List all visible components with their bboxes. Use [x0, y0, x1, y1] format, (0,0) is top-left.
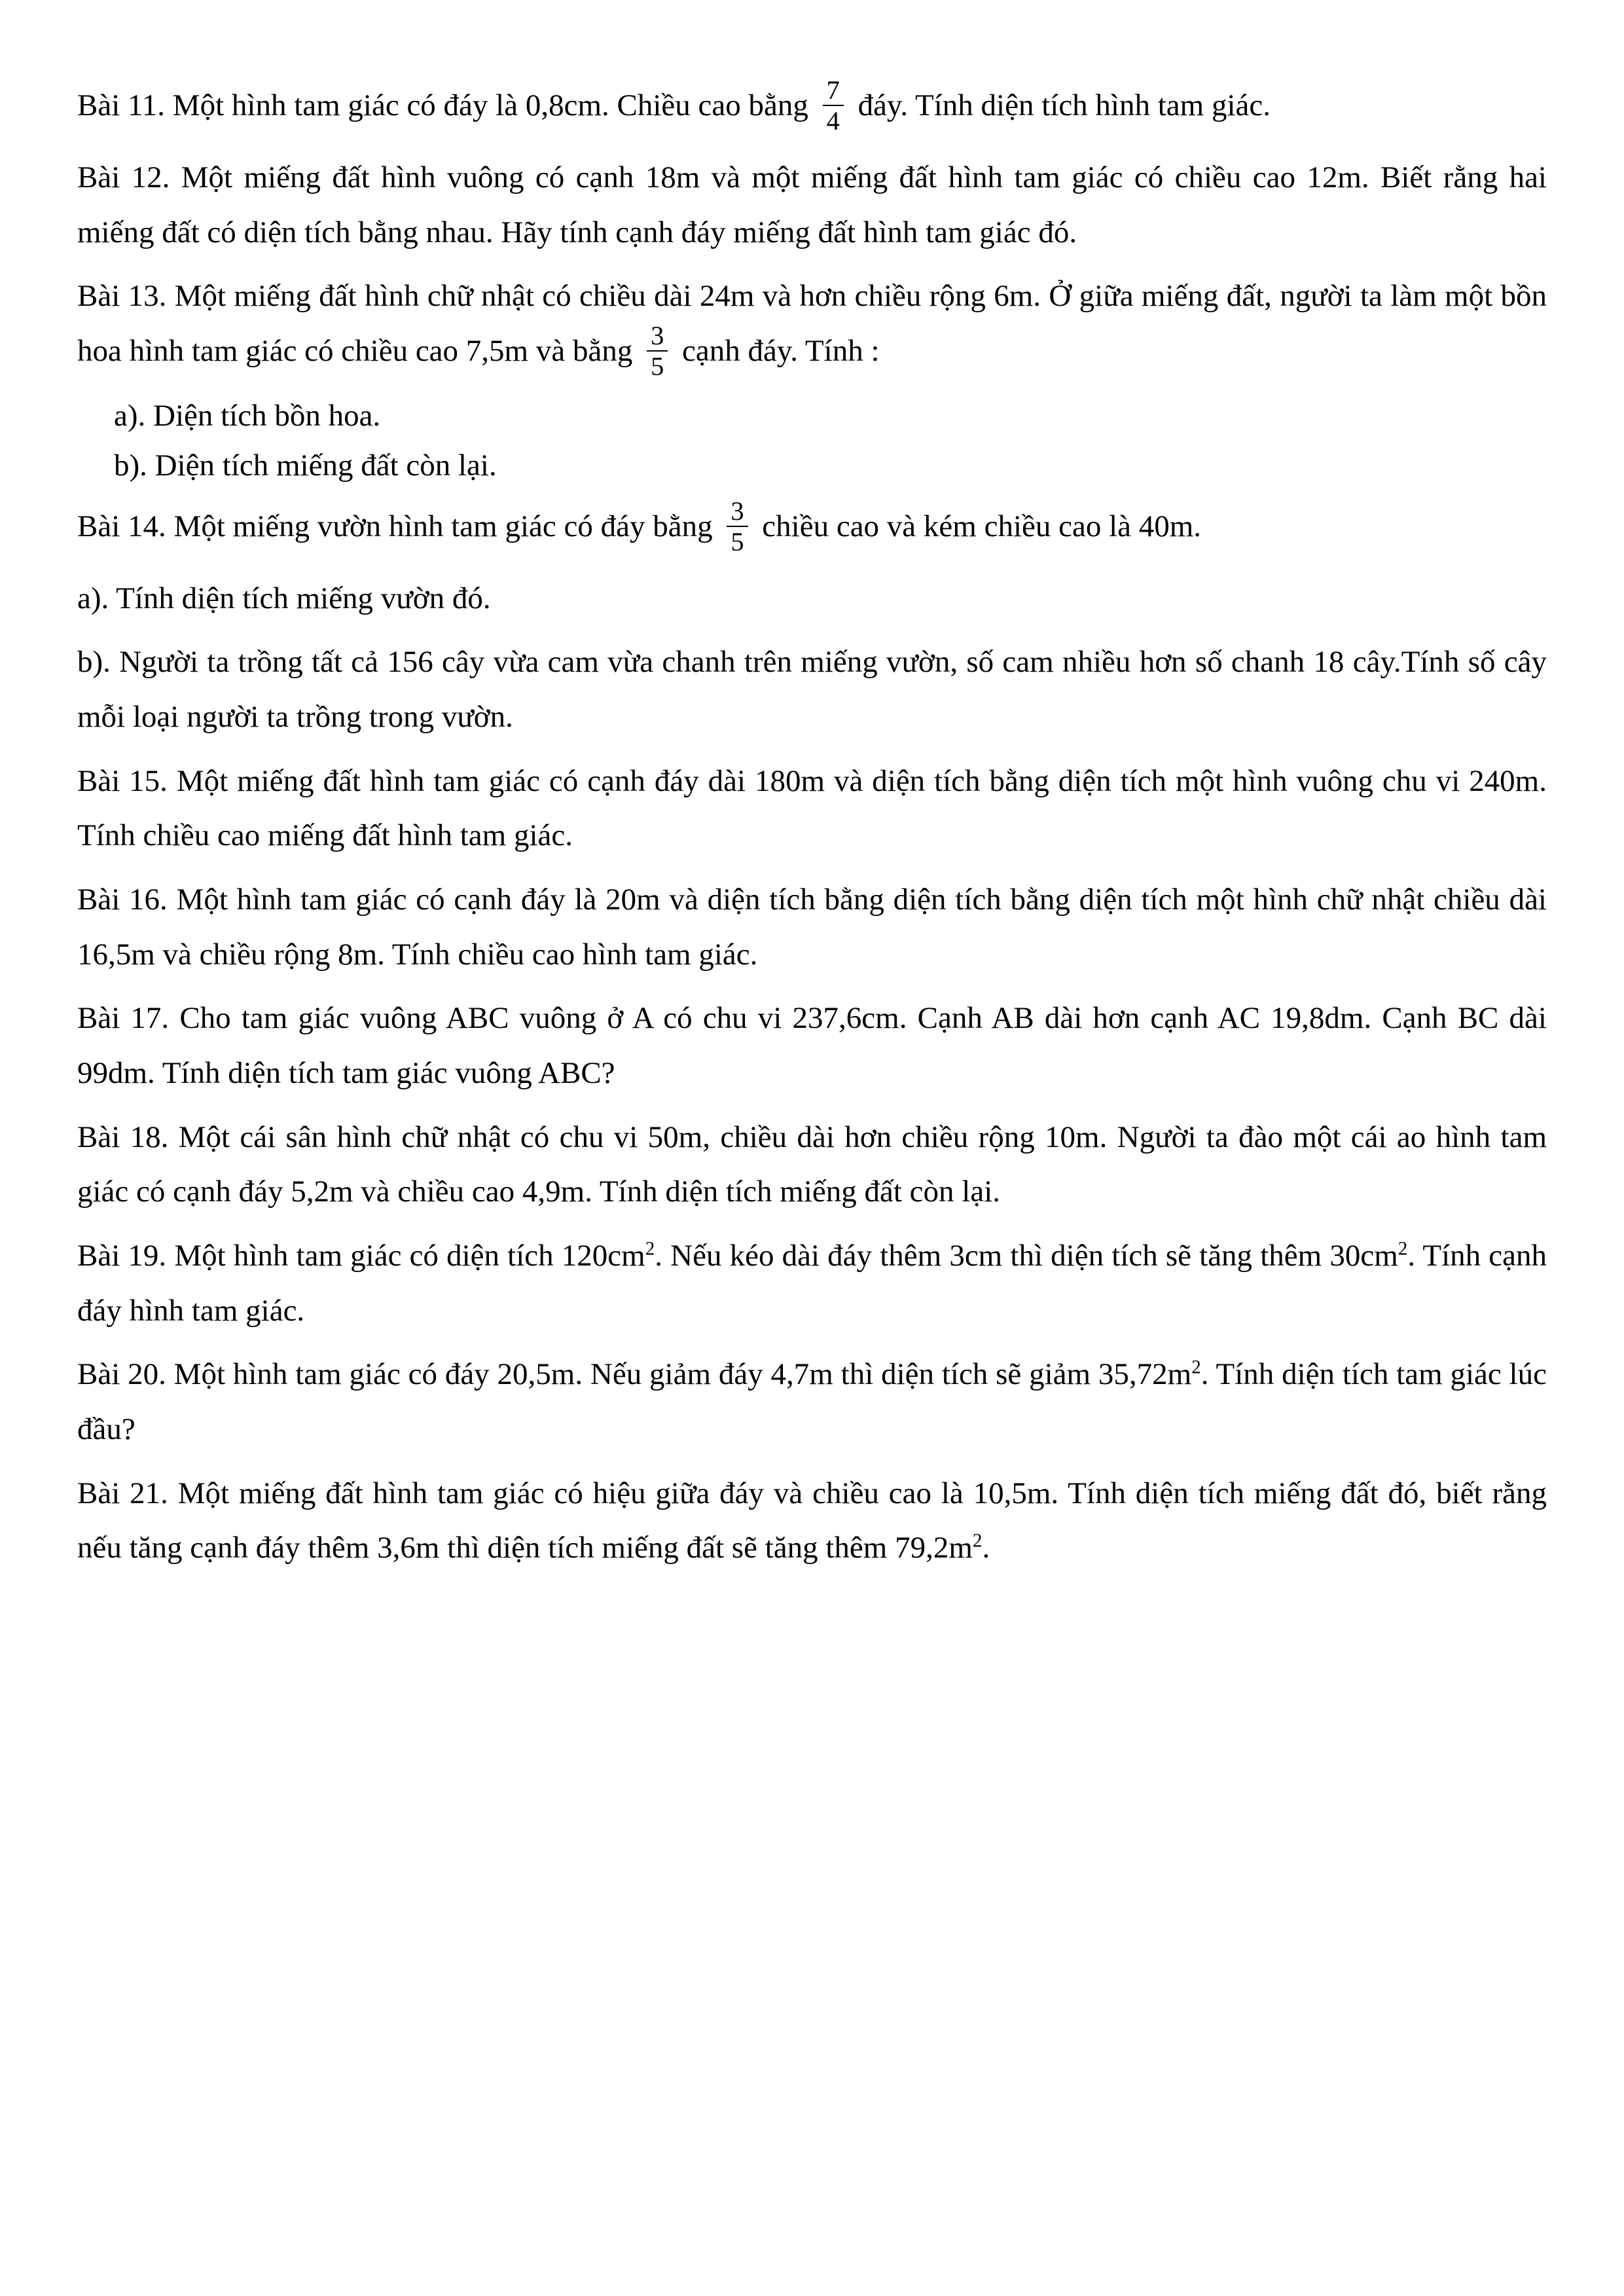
- spacer: [77, 1101, 1547, 1110]
- exercise-label: Bài 20.: [77, 1357, 166, 1392]
- exercise-text: Một miếng đất hình tam giác có cạnh đáy dài 180m và diện tích bằng diện tích một hình vuông chu vi 240m. Tính chiều cao miếng đất hình tam giác.: [77, 763, 1547, 853]
- exercise-bai-19: [77, 1229, 1547, 1338]
- exponent: 2: [645, 1238, 655, 1260]
- spacer: [77, 1338, 1547, 1347]
- fraction-denominator: 5: [647, 350, 668, 380]
- exercise-list: [77, 75, 1547, 1576]
- exponent: 2: [1398, 1238, 1408, 1260]
- fraction-numerator: 3: [731, 496, 744, 526]
- exercise-segment-2: .: [982, 1531, 990, 1565]
- exercise-text: Một hình tam giác có cạnh đáy là 20m và diện tích bằng diện tích bằng diện tích một hình chữ nhật chiều dài 16,5m và chiều rộng 8m. Tính chiều cao hình tam giác.: [77, 883, 1547, 972]
- exercise-bai-14-item-a: a). Tính diện tích miếng vườn đó.: [77, 581, 491, 615]
- exercise-text-before: Một miếng đất hình chữ nhật có chiều dài 24m và hơn chiều rộng 6m. Ở giữa miếng đất, người ta làm một bồn hoa hình tam giác có chiều cao 7,5m và bằng: [77, 279, 1547, 368]
- exercise-label: Bài 14.: [77, 509, 166, 543]
- fraction-denominator: 4: [823, 105, 844, 134]
- exercise-label: Bài 12.: [77, 160, 170, 194]
- fraction-numerator: 7: [826, 75, 840, 105]
- exercise-bai-14: [77, 496, 1547, 557]
- exercise-segment-4: . Tính cạnh đáy hình tam giác.: [77, 1239, 1547, 1328]
- exercise-text: Một miếng đất hình vuông có cạnh 18m và một miếng đất hình tam giác có chiều cao 12m. Biết rằng hai miếng đất có diện tích bằng nhau. Hãy tính cạnh đáy miếng đất hình tam giác đó.: [77, 160, 1547, 249]
- exercise-segment-0: Một miếng đất hình tam giác có hiệu giữa đáy và chiều cao là 10,5m. Tính diện tích miếng đất đó, biết rằng nếu tăng cạnh đáy thêm 3,6m thì diện tích miếng đất sẽ tăng thêm 79,2m: [77, 1476, 1547, 1565]
- exercise-bai-13-item-b: b). Diện tích miếng đất còn lại.: [114, 448, 497, 483]
- exercise-segment-0: Một hình tam giác có diện tích 120cm: [166, 1239, 645, 1273]
- fraction-3-5: [647, 320, 668, 381]
- exercise-bai-14-item-b: b). Người ta trồng tất cả 156 cây vừa cam vừa chanh trên miếng vườn, số cam nhiều hơn số chanh 18 cây.Tính số cây mỗi loại người ta trồng trong vườn.: [77, 645, 1547, 735]
- exercise-text-before: Một miếng vườn hình tam giác có đáy bằng: [166, 509, 721, 543]
- exponent: 2: [972, 1530, 983, 1552]
- exercise-bai-15: [77, 754, 1547, 864]
- exercise-bai-16: [77, 873, 1547, 982]
- spacer: [77, 982, 1547, 991]
- exercise-segment-0: Một hình tam giác có đáy 20,5m. Nếu giảm đáy 4,7m thì diện tích sẽ giảm 35,72m: [166, 1357, 1192, 1392]
- exercise-segment-2: . Nếu kéo dài đáy thêm 3cm thì diện tích sẽ tăng thêm 30cm: [655, 1239, 1398, 1273]
- fraction-7-4: [823, 77, 844, 135]
- fraction-denominator: 5: [727, 526, 748, 555]
- spacer: [77, 557, 1547, 572]
- exercise-label: Bài 17.: [77, 1001, 170, 1036]
- exercise-bai-13: [77, 269, 1547, 382]
- spacer: [77, 1457, 1547, 1467]
- exercise-text-after: đáy. Tính diện tích hình tam giác.: [850, 88, 1271, 122]
- exercise-bai-21: [77, 1467, 1547, 1576]
- exercise-label: Bài 18.: [77, 1120, 169, 1154]
- exercise-bai-11: [77, 75, 1547, 136]
- spacer: [77, 864, 1547, 873]
- fraction-3-5: [727, 498, 748, 556]
- spacer: [77, 382, 1547, 391]
- spacer: [77, 260, 1547, 269]
- spacer: [77, 136, 1547, 151]
- exercise-bai-12: [77, 151, 1547, 260]
- spacer: [77, 745, 1547, 754]
- exercise-bai-20: [77, 1347, 1547, 1457]
- exponent: 2: [1191, 1357, 1201, 1378]
- exercise-text: Cho tam giác vuông ABC vuông ở A có chu vi 237,6cm. Cạnh AB dài hơn cạnh AC 19,8dm. Cạnh BC dài 99dm. Tính diện tích tam giác vuông ABC?: [77, 1001, 1547, 1091]
- exercise-label: Bài 16.: [77, 883, 168, 917]
- exercise-bai-18: [77, 1110, 1547, 1220]
- exercise-bai-13-item-a: a). Diện tích bồn hoa.: [114, 398, 381, 433]
- exercise-text-after: cạnh đáy. Tính :: [674, 333, 880, 368]
- exercise-segment-2: . Tính diện tích tam giác lúc đầu?: [77, 1357, 1547, 1446]
- exercise-text: Một cái sân hình chữ nhật có chu vi 50m, chiều dài hơn chiều rộng 10m. Người ta đào một cái ao hình tam giác có cạnh đáy 5,2m và chiều cao 4,9m. Tính diện tích miếng đất còn lại.: [77, 1120, 1547, 1209]
- fraction-numerator: 3: [651, 320, 664, 350]
- exercise-label: Bài 19.: [77, 1239, 167, 1273]
- exercise-label: Bài 11.: [77, 88, 166, 122]
- spacer: [77, 626, 1547, 635]
- exercise-text-after: chiều cao và kém chiều cao là 40m.: [754, 509, 1202, 543]
- spacer: [77, 490, 1547, 500]
- exercise-label: Bài 15.: [77, 763, 168, 798]
- exercise-label: Bài 21.: [77, 1476, 168, 1510]
- exercise-text-before: Một hình tam giác có đáy là 0,8cm. Chiều cao bằng: [165, 88, 816, 122]
- exercise-bai-17: [77, 991, 1547, 1101]
- exercise-label: Bài 13.: [77, 279, 167, 314]
- spacer: [77, 1220, 1547, 1229]
